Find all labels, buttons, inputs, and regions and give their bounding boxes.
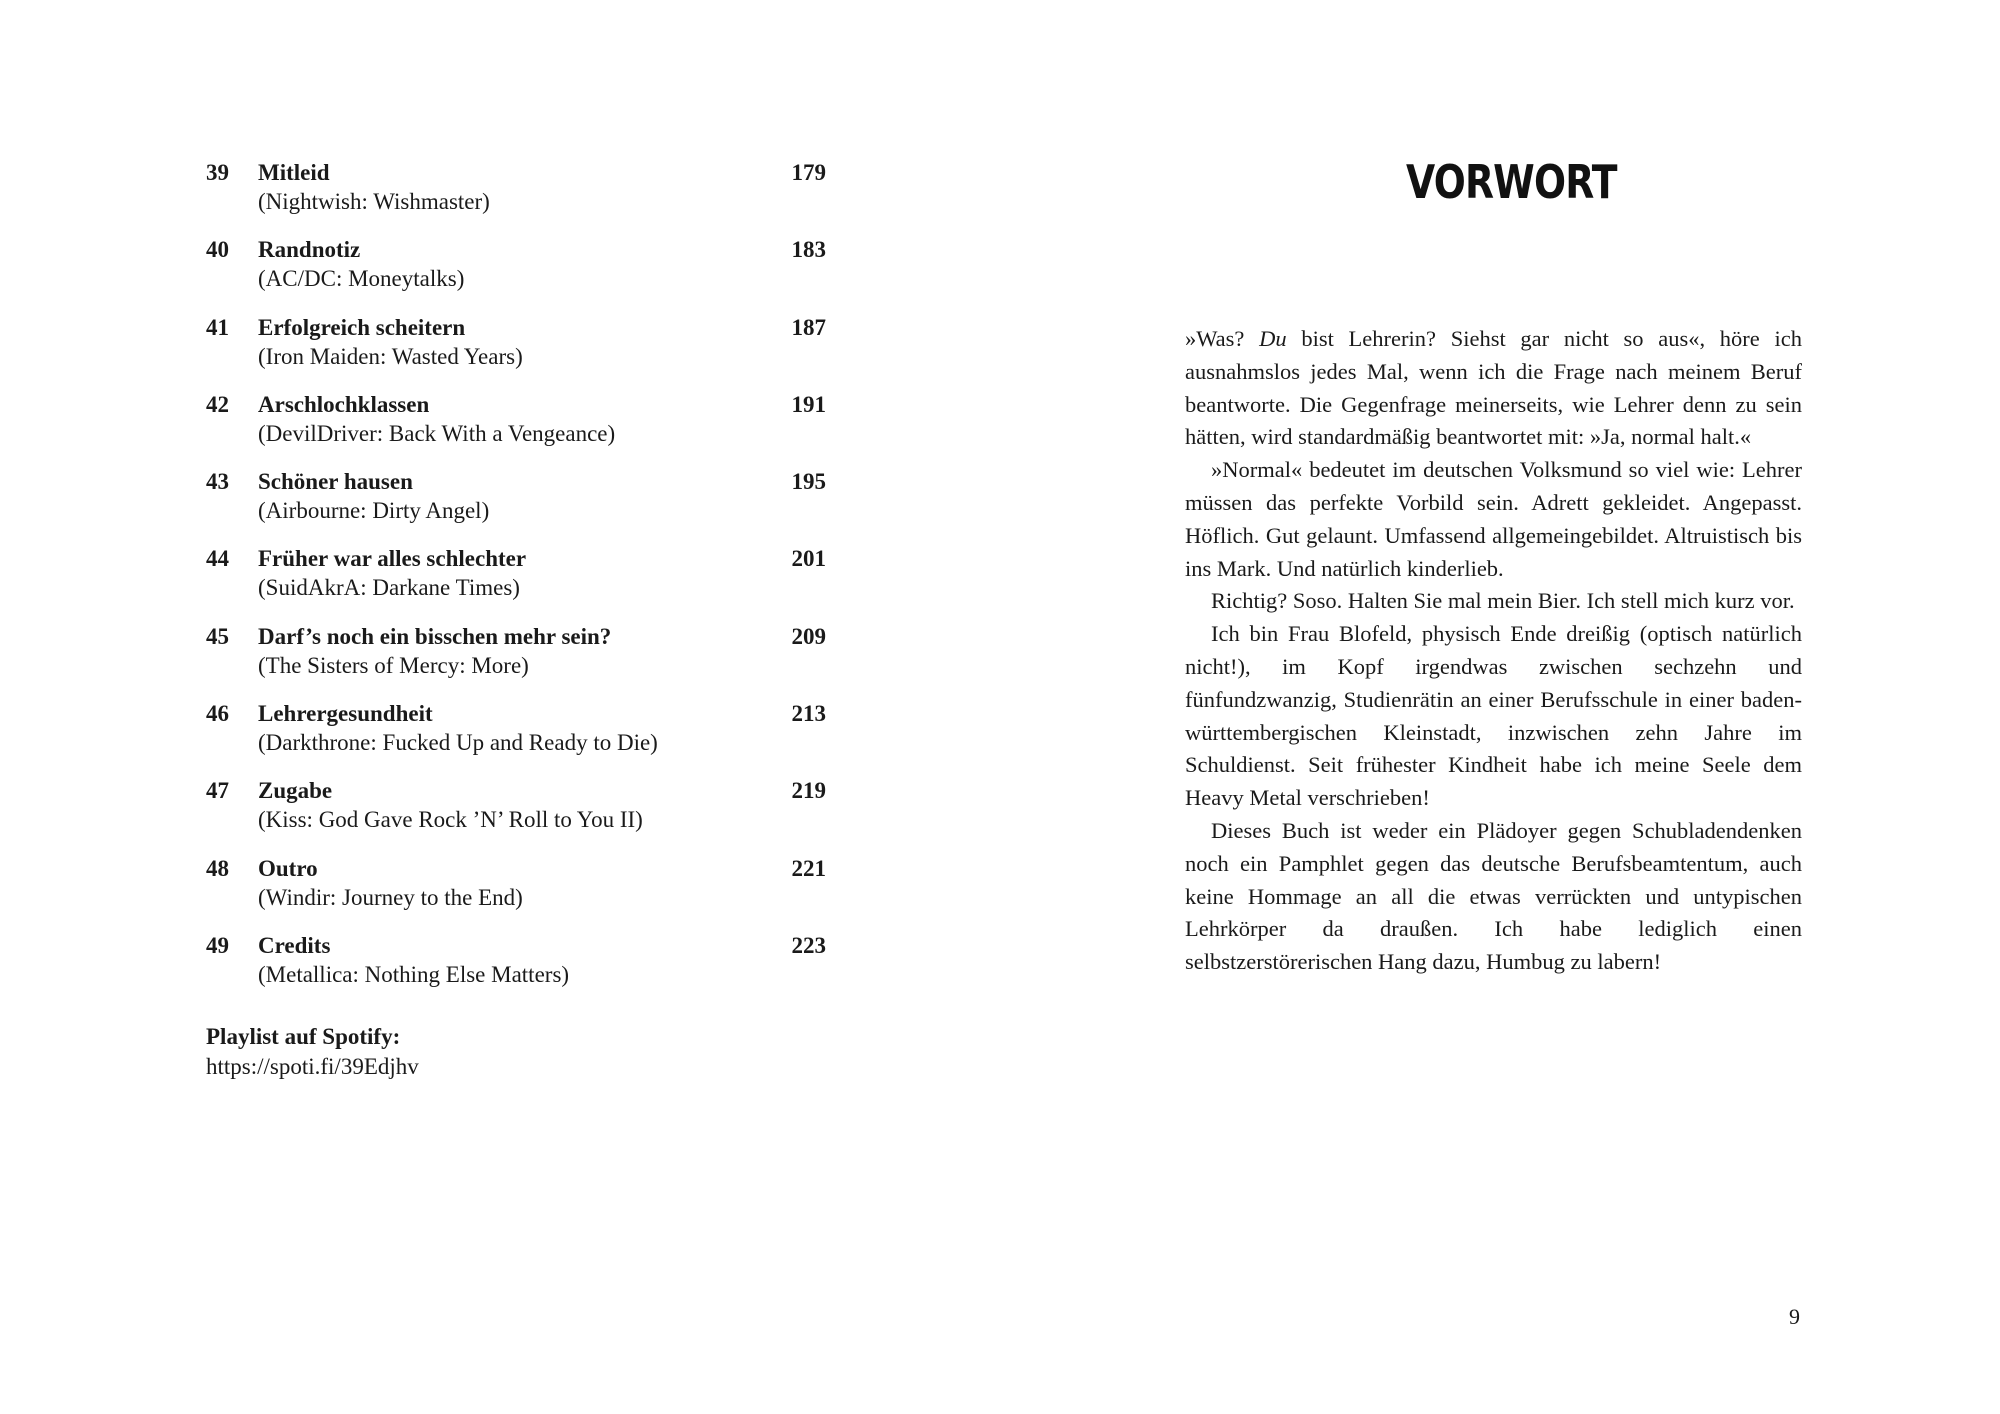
playlist-link[interactable]: https://spoti.fi/39Edjhv <box>206 1054 419 1079</box>
toc-chapter-number: 43 <box>206 469 229 495</box>
paragraph <box>1185 323 1802 454</box>
toc-chapter-title: Arschlochklassen <box>258 391 430 417</box>
toc-entry <box>206 622 826 699</box>
toc-entry <box>206 544 826 621</box>
toc-entry <box>206 931 826 1008</box>
toc-page-number: 195 <box>791 469 826 495</box>
toc-song-reference: (Windir: Journey to the End) <box>258 884 523 910</box>
page-number: 9 <box>1789 1304 1800 1329</box>
toc-chapter-title: Erfolgreich scheitern <box>258 314 466 340</box>
toc-song-reference: (Airbourne: Dirty Angel) <box>258 498 490 524</box>
toc-entry <box>206 854 826 931</box>
toc-chapter-number: 45 <box>206 623 229 649</box>
toc-song-reference: (Kiss: God Gave Rock ’N’ Roll to You II) <box>258 807 643 833</box>
toc-page-number: 209 <box>791 623 826 649</box>
chapter-body <box>1185 323 1802 979</box>
toc-chapter-number: 46 <box>206 701 229 727</box>
toc-page-number: 201 <box>791 546 826 572</box>
toc-chapter-title: Schöner hausen <box>258 469 413 495</box>
toc-entry <box>206 467 826 544</box>
toc-page-number: 213 <box>791 701 826 727</box>
paragraph: Richtig? Soso. Halten Sie mal mein Bier. Ich stell mich kurz vor. <box>1211 588 1795 614</box>
toc-entry <box>206 235 826 312</box>
toc-page-number: 223 <box>791 932 826 958</box>
toc-song-reference: (DevilDriver: Back With a Vengeance) <box>258 420 616 446</box>
paragraph-text: bist Lehrerin? Siehst gar nicht so aus«, höre ich ausnahmslos jedes Mal, wenn ich die Frage nach meinem Beruf beantworte. Die Gegenfrage meinerseits, wie Lehrer denn zu sein hätten, wird standardmäßig beantwortet mit: »Ja, normal halt.« <box>1185 326 1802 450</box>
toc-page-number: 179 <box>791 160 826 185</box>
paragraph: »Normal« bedeutet im deutschen Volksmund so viel wie: Lehrer müssen das perfekte Vorbild sein. Adrett gekleidet. Angepasst. Höflich. Gut gelaunt. Umfassend allgemeingebildet. Altruistisch bis ins Mark. Und natürlich kinderlieb. <box>1185 457 1802 581</box>
toc-page-number: 183 <box>791 237 826 263</box>
right-page <box>1000 0 2000 1414</box>
toc-chapter-title: Outro <box>258 855 318 881</box>
chapter-title: VORWORT <box>1406 155 1617 209</box>
toc-song-reference: (SuidAkrA: Darkane Times) <box>258 575 520 601</box>
toc-chapter-number: 42 <box>206 391 229 417</box>
toc-page-number: 221 <box>791 855 826 881</box>
toc-page-number: 191 <box>791 391 826 417</box>
toc-chapter-title: Darf’s noch ein bisschen mehr sein? <box>258 623 612 649</box>
toc-song-reference: (Iron Maiden: Wasted Years) <box>258 343 523 369</box>
toc-chapter-title: Credits <box>258 932 331 958</box>
toc-entry <box>206 313 826 390</box>
toc-chapter-number: 44 <box>206 546 229 572</box>
toc-chapter-number: 48 <box>206 855 229 881</box>
paragraph-text: »Was? <box>1185 326 1260 351</box>
playlist-label: Playlist auf Spotify: <box>206 1024 401 1049</box>
toc-chapter-number: 49 <box>206 932 229 958</box>
toc-song-reference: (Metallica: Nothing Else Matters) <box>258 961 570 987</box>
toc-chapter-title: Früher war alles schlechter <box>258 546 527 572</box>
toc-entry <box>206 699 826 776</box>
toc-chapter-number: 47 <box>206 778 229 804</box>
toc-song-reference: (The Sisters of Mercy: More) <box>258 652 529 678</box>
toc-chapter-number: 39 <box>206 160 229 185</box>
paragraph: Dieses Buch ist weder ein Plädoyer gegen Schubladendenken noch ein Pamphlet gegen das deutsche Berufsbeamtentum, auch keine Hommage an all die etwas verrückten und untypischen Lehrkörper da draußen. Ich habe lediglich einen selbstzerstörerischen Hang dazu, Humbug zu labern! <box>1185 817 1802 975</box>
toc-chapter-title: Randnotiz <box>258 237 361 263</box>
toc-song-reference: (AC/DC: Moneytalks) <box>258 266 465 292</box>
playlist-info <box>206 1022 826 1082</box>
toc-entry <box>206 776 826 853</box>
toc-chapter-title: Lehrergesundheit <box>258 701 433 727</box>
toc-page-number: 219 <box>791 778 826 804</box>
emphasis-text: Du <box>1259 326 1287 351</box>
toc-page-number: 187 <box>791 314 826 340</box>
toc-song-reference: (Nightwish: Wishmaster) <box>258 189 490 214</box>
toc-entry <box>206 158 826 235</box>
toc-chapter-number: 41 <box>206 314 229 340</box>
toc-chapter-title: Mitleid <box>258 160 330 185</box>
toc-entry <box>206 390 826 467</box>
table-of-contents <box>206 158 826 1008</box>
paragraph: Ich bin Frau Blofeld, physisch Ende dreißig (optisch natürlich nicht!), im Kopf irgendwas zwischen sechzehn und fünfundzwanzig, Studienrätin an einer Berufsschule in einer baden-württembergischen Kleinstadt, inzwischen zehn Jahre im Schuldienst. Seit frühester Kindheit habe ich meine Seele dem Heavy Metal verschrieben! <box>1185 621 1802 811</box>
toc-chapter-title: Zugabe <box>258 778 333 804</box>
toc-song-reference: (Darkthrone: Fucked Up and Ready to Die) <box>258 730 658 756</box>
toc-chapter-number: 40 <box>206 237 229 263</box>
